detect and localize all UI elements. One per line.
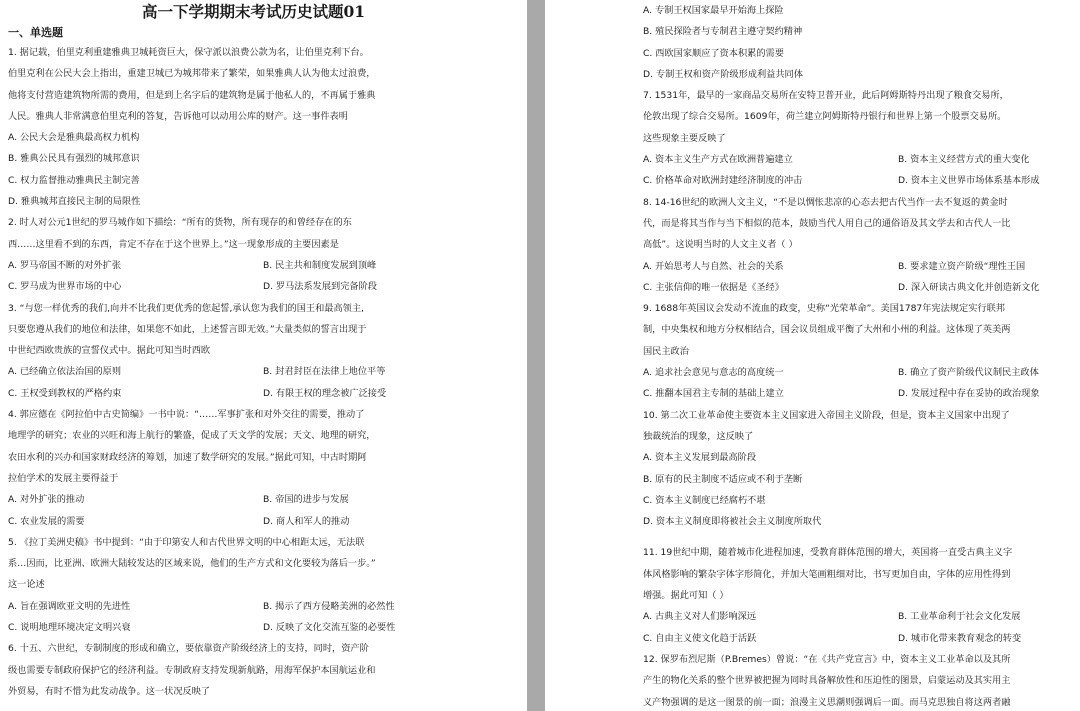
- option-text: A. 罗马帝国不断的对外扩张: [8, 259, 122, 271]
- text-line: A. 资本主义发展到最高阶段: [643, 452, 757, 464]
- text-line: 11. 19世纪中期，随着城市化进程加速，受教育群体范围的增大，英国将一直受古典主义字: [643, 547, 1013, 559]
- text-line: 制，中央集权和地方分权相结合，国会议员组成平衡了大州和小州的利益。这体现了英美两: [643, 324, 1011, 336]
- option-row: [643, 277, 1072, 298]
- text-line: 义产物强调的是这一图景的前一面；浪漫主义思潮则强调后一面。而马克思独自将这两者融: [643, 696, 1011, 708]
- option-text: D. 资本主义世界市场体系基本形成: [898, 175, 1040, 187]
- option-row: [8, 617, 519, 638]
- option-text: B. 民主共和制度发展到顶峰: [263, 259, 377, 271]
- option-text: B. 资本主义经营方式的重大变化: [898, 154, 1030, 166]
- option-row: [8, 361, 519, 382]
- page-right: [545, 0, 1080, 711]
- option-text: D. 有限王权的理念被广泛接受: [263, 387, 387, 399]
- text-line: 1. 据记载，伯里克利重建雅典卫城耗资巨大，保守派以浪费公款为名，让伯里克利下台。: [8, 47, 369, 58]
- text-line: C. 资本主义制度已经腐朽不堪: [643, 494, 766, 506]
- text-line: 6. 十五、六世纪，专制制度的形成和确立，要依靠资产阶级经济上的支持，同时，资产阶: [8, 643, 369, 655]
- option-text: D. 商人和军人的推动: [263, 515, 350, 527]
- option-row: [643, 362, 1072, 383]
- option-text: B. 确立了资产阶级代议制民主政体: [898, 367, 1039, 379]
- option-text: D. 罗马法系发展到完备阶段: [263, 281, 377, 293]
- text-line: C. 权力监督推动雅典民主制完善: [8, 174, 140, 186]
- option-text: B. 帝国的进步与发展: [263, 494, 349, 506]
- text-line: 2. 时人对公元1世纪的罗马城作如下描绘：“所有的货物，所有现存的和曾经存在的东: [8, 217, 352, 229]
- option-row: [643, 256, 1072, 277]
- option-row: [643, 628, 1072, 649]
- text-line: B. 殖民探险者与专制君主遵守契约精神: [643, 26, 803, 38]
- text-line: C. 西欧国家顺应了资本积累的需要: [643, 47, 784, 59]
- option-text: C. 罗马成为世界市场的中心: [8, 281, 122, 293]
- option-text: A. 已经确立依法治国的原则: [8, 366, 122, 378]
- text-line: D. 专制王权和资产阶级形成利益共同体: [643, 68, 803, 80]
- option-row: [643, 170, 1072, 191]
- text-line: 这些现象主要反映了: [643, 132, 726, 144]
- text-line: 国民主政治: [643, 345, 689, 357]
- text-line: 伦敦出现了综合交易所。1609年，荷兰建立阿姆斯特丹银行和世界上第一个股票交易所。: [643, 111, 1007, 123]
- option-text: C. 农业发展的需要: [8, 515, 85, 527]
- text-line: 3. “与您一样优秀的我们,向并不比我们更优秀的您起誓,承认您为我们的国王和最高领主,: [8, 302, 364, 314]
- text-line: 西……这里看不到的东西，肯定不存在于这个世界上。”这一现象形成的主要因素是: [8, 238, 339, 250]
- option-text: B. 揭示了西方侵略美洲的必然性: [263, 600, 395, 612]
- page-title: 高一下学期期末考试历史试题01: [141, 2, 366, 21]
- option-text: C. 王权受到教权的严格约束: [8, 387, 122, 399]
- left-column-text: [8, 42, 519, 702]
- section-heading: 一、单选题: [8, 26, 63, 39]
- text-line: 4. 郭应德在《阿拉伯中古史简编》一书中说：“……军事扩张和对外交往的需要，推动了: [8, 409, 365, 421]
- text-line: 7. 1531年，最早的一家商品交易所在安特卫普开业，此后阿姆斯特丹出现了粮食交易所，: [643, 90, 1009, 102]
- option-row: [643, 149, 1072, 170]
- option-text: D. 反映了文化交流互鉴的必要性: [263, 622, 396, 634]
- text-line: 中世纪西欧贵族的宣誓仪式中。据此可知当时西欧: [8, 345, 211, 357]
- option-text: C. 价格革命对欧洲封建经济制度的冲击: [643, 175, 803, 187]
- option-text: D. 城市化带来教育观念的转变: [898, 632, 1022, 644]
- text-line: 产生的物化关系的整个世界被把握为同时具备解放性和压迫性的图景，启蒙运动及其实用主: [643, 675, 1011, 687]
- option-row: [8, 383, 519, 404]
- text-line: 级也需要专制政府保护它的经济利益。专制政府支持发现新航路，用海军保护本国航运业和: [8, 664, 376, 676]
- option-row: [8, 489, 519, 510]
- right-column-text: [643, 0, 1072, 711]
- text-line: D. 雅典城邦直接民主制的局限性: [8, 196, 141, 208]
- text-line: 只要您遵从我们的地位和法律，如果您不如此，上述誓言即无效。”大量类似的誓言出现于: [8, 323, 367, 335]
- text-line: 伯里克利在公民大会上指出，重建卫城已为城邦带来了繁荣，如果雅典人认为他太过浪费，: [8, 68, 376, 80]
- text-line: 代，而是将其当作与当下相似的范本，鼓励当代人用自己的通俗语及其文学去和古代人一比: [643, 217, 1011, 229]
- option-text: D. 发展过程中存在妥协的政治现象: [898, 388, 1040, 400]
- option-row: [8, 276, 519, 297]
- text-line: D. 资本主义制度即将被社会主义制度所取代: [643, 516, 822, 528]
- option-row: [8, 255, 519, 276]
- option-text: C. 自由主义使文化趋于活跃: [643, 632, 757, 644]
- text-line: 8. 14-16世纪的欧洲人文主义，“不是以惆怅悲凉的心态去把古代当作一去不复返的黄金时: [643, 196, 1008, 208]
- text-line: 外贸易，有时不惜为此发动战争。这一状况反映了: [8, 685, 211, 697]
- text-line: B. 原有的民主制度不适应或不利于垄断: [643, 473, 803, 485]
- text-line: 高低”。这说明当时的人文主义者（ ）: [643, 239, 798, 251]
- text-line: A. 专制王权国家最早开始海上探险: [643, 5, 784, 16]
- option-text: C. 说明地理环境决定文明兴衰: [8, 622, 131, 634]
- option-text: A. 资本主义生产方式在欧洲普遍建立: [643, 154, 793, 166]
- option-text: C. 主张信仰的唯一依据是《圣经》: [643, 281, 784, 293]
- option-text: D. 深入研读古典文化并创造新文化: [898, 281, 1040, 293]
- option-row: [643, 606, 1072, 627]
- page-left: [0, 0, 527, 711]
- text-line: 拉伯学术的发展主要得益于: [8, 472, 119, 484]
- text-line: A. 公民大会是雅典最高权力机构: [8, 132, 140, 144]
- text-line: 体风格影响的繁杂字体字形简化，并加大笔画粗细对比，书写更加自由，字体的应用性得到: [643, 568, 1011, 580]
- option-text: A. 追求社会意见与意志的高度统一: [643, 367, 784, 379]
- option-row: [643, 383, 1072, 404]
- text-line: 12. 保罗布烈尼斯（P.Bremes）曾说：“在《共产党宣言》中，资本主义工业革命以及其所: [643, 653, 1011, 665]
- text-line: 系…因而，比亚洲、欧洲大陆较发达的区域来说，他们的生产方式和文化要较为落后一步。”: [8, 558, 376, 570]
- option-text: A. 开始思考人与自然、社会的关系: [643, 260, 784, 272]
- text-line: 增强。据此可知（ ）: [643, 590, 729, 602]
- option-row: [8, 511, 519, 532]
- text-line: 10. 第二次工业革命使主要资本主义国家进入帝国主义阶段，但是，资本主义国家中出现了: [643, 409, 1010, 421]
- option-text: A. 对外扩张的推动: [8, 494, 85, 506]
- text-line: 这一论述: [8, 579, 45, 591]
- text-line: 人民。雅典人非常满意伯里克利的答复，告诉他可以动用公库的财产。这一事件表明: [8, 110, 348, 122]
- text-line: 地理学的研究；农业的兴旺和海上航行的繁盛，促成了天文学的发展；天文、地理的研究，: [8, 430, 376, 442]
- option-text: B. 要求建立资产阶级“理性王国: [898, 260, 1026, 272]
- text-line: 他将支付营造建筑物所需的费用，但是到上名字后的建筑物是属于他私人的，不再属于雅典: [8, 89, 376, 101]
- text-line: 独裁统治的现象，这反映了: [643, 430, 754, 442]
- option-row: [8, 596, 519, 617]
- text-line: B. 雅典公民具有强烈的城邦意识: [8, 153, 140, 165]
- option-text: C. 推翻本国君主专制的基础上建立: [643, 388, 784, 400]
- option-text: B. 封君封臣在法律上地位平等: [263, 366, 386, 378]
- paragraph-gap: [643, 532, 1072, 542]
- option-text: B. 工业革命利于社会文化发展: [898, 611, 1021, 623]
- text-line: 9. 1688年英国议会发动不流血的政变，史称“光荣革命”。美国1787年宪法规定实行联邦: [643, 303, 1005, 315]
- option-text: A. 旨在强调欧亚文明的先进性: [8, 600, 131, 612]
- text-line: 5. 《拉丁美洲史稿》书中提到：“由于印第安人和古代世界文明的中心相距太远，无法联: [8, 536, 365, 548]
- text-line: 农田水利的兴办和国家财政经济的筹划，加速了数学研究的发展。”据此可知，中古时期阿: [8, 451, 367, 463]
- option-text: A. 古典主义对人们影响深远: [643, 611, 757, 623]
